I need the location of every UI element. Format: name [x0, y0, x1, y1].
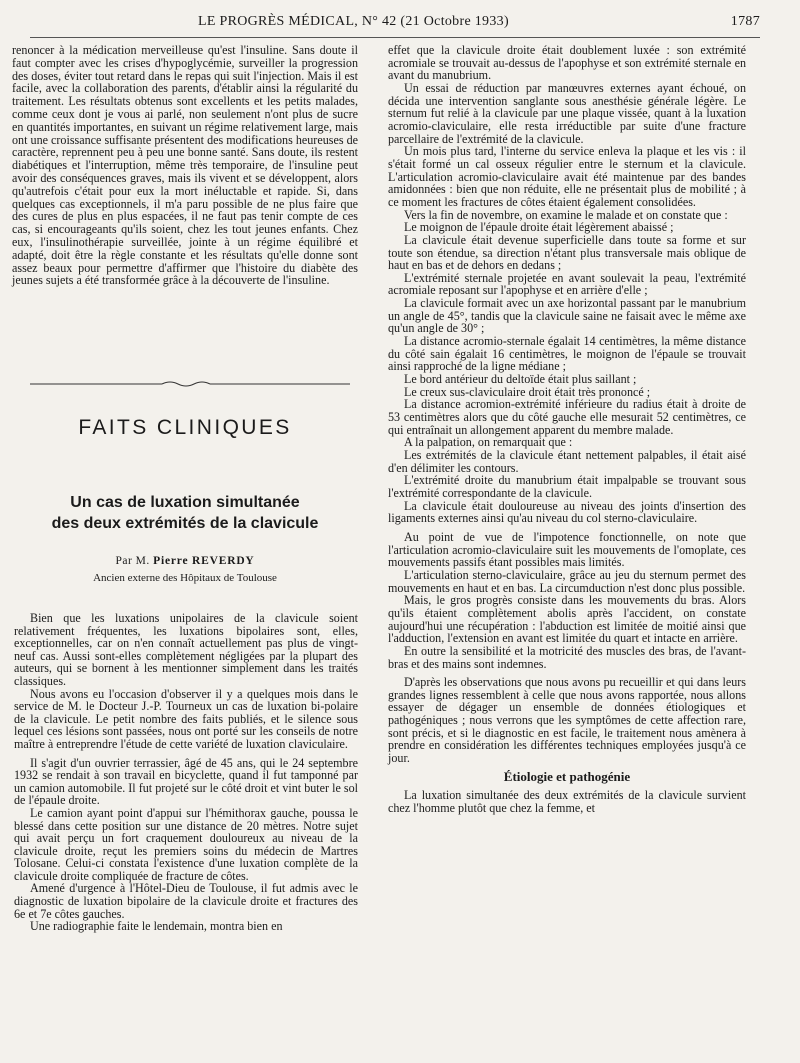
page-number: 1787	[730, 14, 760, 29]
previous-article-ending	[12, 44, 358, 287]
article-title-line: des deux extrémités de la clavicule	[51, 515, 319, 532]
running-header	[30, 14, 760, 36]
paragraph: L'extrémité droite du manubrium était impalpable se trouvant sous l'extrémité correspondante de la clavicule.	[388, 473, 746, 500]
paragraph: Le moignon de l'épaule droite était légèrement abaissé ;	[404, 220, 674, 235]
paragraph: renoncer à la médication merveilleuse qu'est l'insuline. Sans doute il faut compter avec les crises d'hypoglycémie, surveiller la progression des doses, éviter tout retard dans le repas qui suit l'injection. Mais il est facile, avec la collaboration des parents, d'établir ainsi la régularité du traitement. Les résultats obtenus sont excellents et les petits malades, comme ceux dont je vous ai parlé, non seulement n'ont plus de sucre en quantités importantes, en suivant un régime relativement large, mais ont une croissance suffisante présentent des modifications heureuses de caractère, reprennent peu à peu une bonne santé. Sans doute, ils restent diabétiques et l'interruption, même très temporaire, de l'insuline peut avoir des conséquences graves, mais ils vivent et se développent, alors qu'autrefois c'était pour eux la mort inéluctable et rapide. Si, dans quelques cas exceptionnels, il m'a paru possible de ne plus faire que des cures de plus en plus espacées, il ne faut pas tenir compte de ces cas, si encourageants qu'ils soient, chez les tout jeunes enfants. Chez eux, l'insulinothérapie surveillée, jointe à un régime équilibré et adapté, doit être la règle constante et les résultats qu'elle donne sont assez beaux pour permettre d'affirmer que l'histoire du diabète des jeunes sujets a été transformée grâce à la découverte de l'insuline.	[12, 43, 358, 288]
journal-title: LE PROGRÈS MÉDICAL, N° 42 (21 Octobre 1933)	[198, 14, 509, 29]
section-divider	[30, 380, 350, 388]
paragraph: Vers la fin de novembre, on examine le malade et on constate que :	[404, 207, 728, 222]
paragraph: D'après les observations que nous avons pu recueillir et qui dans leurs grandes lignes ressemblent à celle que nous avons rapportée, nous allons essayer de dégager un ensemble de données étiologiques et pathogéniques ; nous verrons que les symptômes de cette affection rare, sont précis, et si le diagnostic en est facile, le traitement nous amènera à prendre en considération les différentes techniques employées jusqu'à ce jour.	[388, 675, 746, 766]
paragraph: effet que la clavicule droite était doublement luxée : son extrémité acromiale se trouvait au-dessus de l'apophyse et son extrémité sternale en avant du manubrium.	[388, 43, 746, 83]
paragraph: Les extrémités de la clavicule étant nettement palpables, il était aisé d'en délimiter les contours.	[388, 448, 746, 475]
byline	[12, 555, 358, 567]
paragraph: Mais, le gros progrès consiste dans les mouvements du bras. Alors qu'ils étaient complètement abolis après l'accident, on constate aujourd'hui une récupération : l'abduction est limitée de moitié ainsi que l'adduction, l'extension en avant est limitée du quart et intacte en arrière.	[388, 593, 746, 646]
paragraph: Une radiographie faite le lendemain, montra bien en	[30, 919, 283, 934]
paragraph: La distance acromio-sternale égalait 14 centimètres, la même distance du côté sain égalait 16 centimètres, le moignon de l'épaule se trouvait ainsi rapproché de la ligne médiane ;	[388, 334, 746, 374]
paragraph: Nous avons eu l'occasion d'observer il y a quelques mois dans le service de M. le Docteur J.-P. Tourneux un cas de luxation bi-polaire de la clavicule. Le petit nombre des faits publiés, et le silence sous lequel ces lésions sont passées, nous ont porté sur les conseils de notre maître à entreprendre l'étude de cette variété de luxation claviculaire.	[14, 686, 358, 751]
byline-prefix: Par M.	[115, 555, 150, 567]
header-rule	[30, 37, 760, 38]
paragraph: L'articulation sterno-claviculaire, grâce au jeu du sternum permet des mouvements en haut et en bas. La circumduction n'est donc plus possible.	[388, 567, 746, 595]
article-body-left	[14, 612, 358, 933]
paragraph: La distance acromion-extrémité inférieure du radius était à droite de 53 centimètres alors que du côté gauche elle mesurait 52 centimètres, ce qui entraînait un allongement apparent du membre malade.	[388, 397, 746, 437]
paragraph: En outre la sensibilité et la motricité des muscles des bras, de l'avant-bras et des mains sont indemnes.	[388, 643, 746, 671]
ornament-rule	[30, 380, 350, 388]
paragraph: L'extrémité sternale projetée en avant soulevait la peau, l'extrémité acromiale reposant sur l'apophyse et en arrière d'elle ;	[388, 270, 746, 298]
paragraph: Amené d'urgence à l'Hôtel-Dieu de Toulouse, il fut admis avec le diagnostic de luxation bipolaire de la clavicule droite et fractures des 6e et 7e côtes gauches.	[14, 881, 358, 921]
author-name: Pierre REVERDY	[153, 555, 255, 567]
paragraph: Le bord antérieur du deltoïde était plus saillant ;	[404, 372, 637, 387]
article-title	[12, 492, 358, 534]
paragraph: Un mois plus tard, l'interne du service enleva la plaque et les vis : il s'était formé un cal osseux régulier entre le sternum et la clavicule. L'articulation acromio-claviculaire avait été maintenue par des bandes amidonnées : bien que non réduite, elle ne présentait plus de mobilité ; à ce moment les fractures de côtes étaient également consolidées.	[388, 144, 746, 209]
paragraph: La clavicule était devenue superficielle dans toute sa forme et sur toute son étendue, sa direction n'étant plus transversale mais oblique de haut en bas et de dehors en dedans ;	[388, 232, 746, 273]
article-body-right	[388, 44, 746, 815]
paragraph: Un essai de réduction par manœuvres externes ayant échoué, on décida une intervention sanglante sous anesthésie générale légère. Le sternum fut relié à la clavicule par une plaque vissée, quant à la luxation acromio-claviculaire, elle resta irréductible par suite d'une fracture parcellaire de l'extrémité de la clavicule.	[388, 80, 746, 146]
author-affiliation: Ancien externe des Hôpitaux de Toulouse	[93, 572, 277, 584]
article-title-line: Un cas de luxation simultanée	[70, 494, 300, 511]
paragraph: Bien que les luxations unipolaires de la clavicule soient relativement fréquentes, les luxations bipolaires sont, elles, exceptionnelles, car on n'en connaît actuellement pas plus de vingt-neuf cas. Aussi sont-elles complètement négligées par la plupart des auteurs, qui se bornent à les mentionner simplement dans les traités classiques.	[14, 611, 358, 688]
paragraph: La clavicule formait avec un axe horizontal passant par le manubrium un angle de 45°, tandis que la clavicule saine ne faisait avec le même axe qu'un angle de 30° ;	[388, 296, 746, 336]
paragraph: Le camion ayant point d'appui sur l'hémithorax gauche, poussa le blessé dans cette position sur une distance de 20 mètres. Notre sujet qui avait perçu un fort craquement douloureux au niveau de la clavicule droite, reçut les premiers soins du médecin de Martres Tolosane. Celui-ci constata l'existence d'une luxation complète de la clavicule droite compliquée de fracture de côtes.	[14, 805, 358, 883]
paragraph: La clavicule était douloureuse au niveau des joints d'insertion des ligaments externes ainsi qu'au niveau du col sterno-claviculaire.	[388, 498, 746, 526]
paragraph: La luxation simultanée des deux extrémités de la clavicule survient chez l'homme plutôt que chez la femme, et	[388, 788, 746, 816]
paragraph: Le creux sus-claviculaire droit était très prononcé ;	[404, 384, 651, 399]
paragraph: Au point de vue de l'impotence fonctionnelle, on note que l'articulation acromio-claviculaire suit les mouvements de l'omoplate, ces mouvements passifs étant possibles mais limités.	[388, 529, 746, 570]
section-heading: FAITS CLINIQUES	[78, 416, 292, 439]
subsection-heading: Étiologie et pathogénie	[503, 768, 631, 784]
paragraph: A la palpation, on remarquait que :	[404, 435, 573, 450]
paragraph: Il s'agit d'un ouvrier terrassier, âgé de 45 ans, qui le 24 septembre 1932 se rendait à son travail en bicyclette, quand il fut tamponné par un camion automobile. Il fut projeté sur le côté droit et vint buter le sol de l'épaule droite.	[14, 755, 358, 808]
